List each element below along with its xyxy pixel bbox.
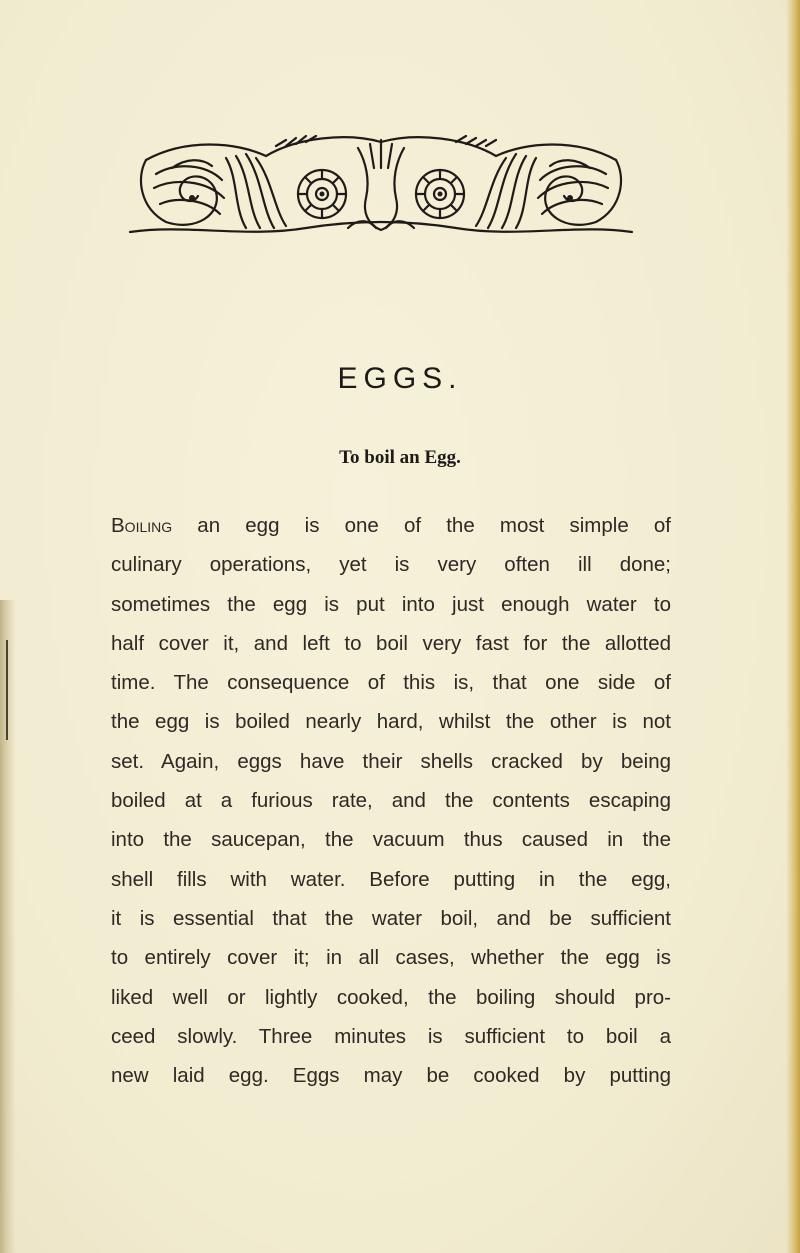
page-gutter-mark bbox=[6, 640, 8, 740]
recipe-body-text bbox=[111, 506, 671, 1095]
text-line: set. Again, eggs have their shells cracked by being bbox=[111, 749, 671, 773]
text-line: new laid egg. Eggs may be cooked by putting bbox=[111, 1064, 671, 1088]
floral-headpiece-ornament-icon bbox=[126, 128, 636, 240]
text-line: boiled at a furious rate, and the contents escaping bbox=[111, 789, 671, 813]
lead-word: Boiling bbox=[111, 514, 173, 537]
text-line: half cover it, and left to boil very fast for the allotted bbox=[111, 631, 671, 655]
text-line: Boiling an egg is one of the most simple of bbox=[111, 514, 671, 537]
text-line: culinary operations, yet is very often ill done; bbox=[111, 553, 671, 577]
text-line: the egg is boiled nearly hard, whilst the other is not bbox=[111, 710, 671, 734]
text-line: sometimes the egg is put into just enough water to bbox=[111, 592, 671, 616]
page-gutter-shadow bbox=[0, 600, 16, 1253]
text-line: time. The consequence of this is, that one side of bbox=[111, 671, 671, 695]
chapter-title: EGGS. bbox=[337, 362, 463, 395]
text-line: ceed slowly. Three minutes is sufficient to boil a bbox=[111, 1024, 671, 1048]
text-line: liked well or lightly cooked, the boiling should pro- bbox=[111, 985, 671, 1009]
text-line: it is essential that the water boil, and be sufficient bbox=[111, 906, 671, 930]
recipe-title: To boil an Egg. bbox=[339, 447, 461, 468]
text-line: shell fills with water. Before putting in the egg, bbox=[111, 867, 671, 891]
text-line: into the saucepan, the vacuum thus caused in the bbox=[111, 828, 671, 852]
text-line: to entirely cover it; in all cases, whether the egg is bbox=[111, 946, 671, 970]
gilt-page-edge bbox=[786, 0, 800, 1253]
